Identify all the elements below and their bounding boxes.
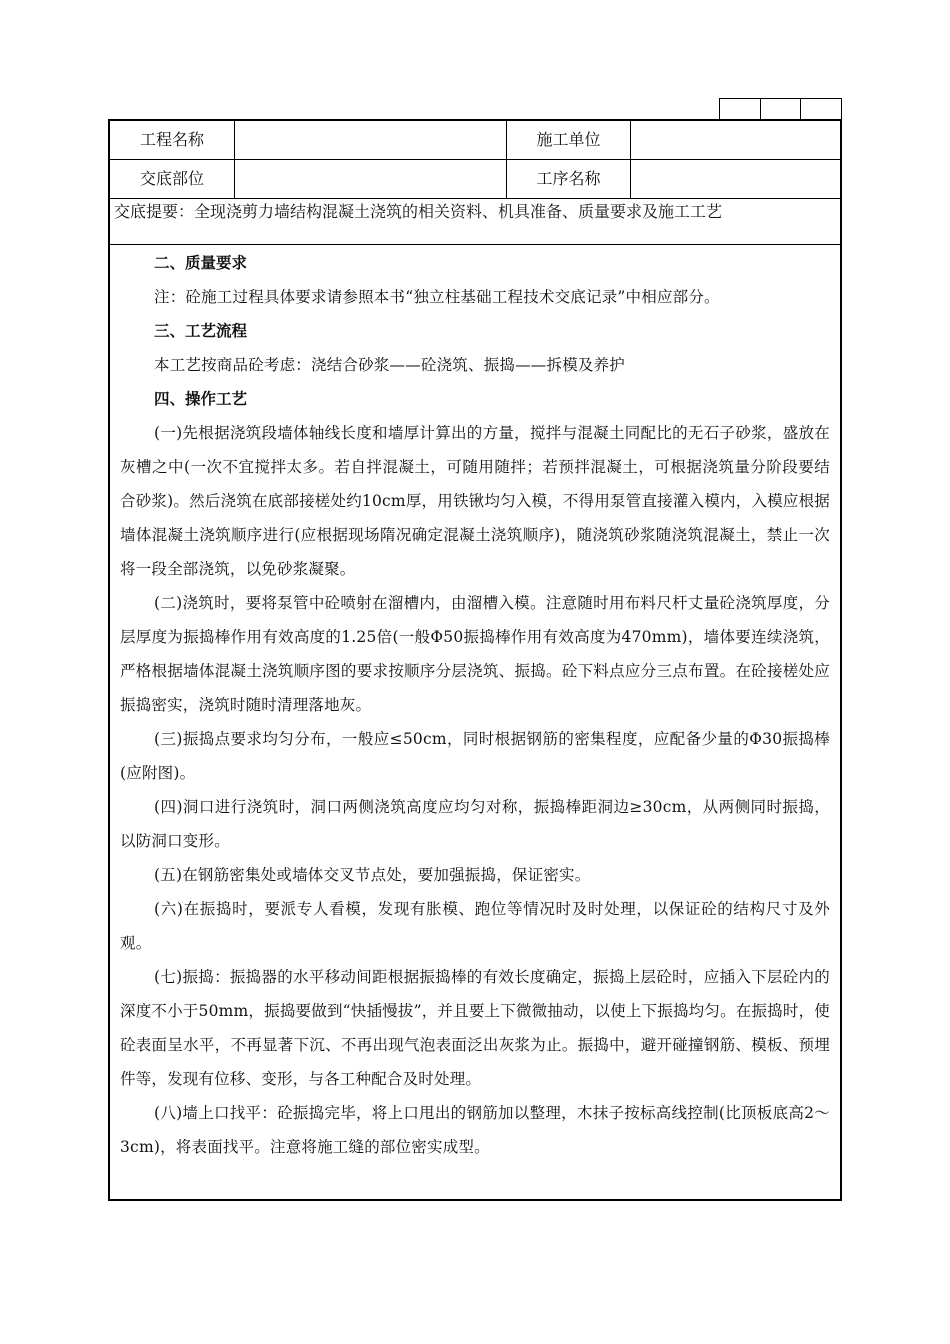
operation-paragraph: (二)浇筑时，要将泵管中砼喷射在溜槽内，由溜槽入模。注意随时用布料尺杆丈量砼浇筑厚度，分层厚度为振捣棒作用有效高度的1.25倍(一般Φ50振捣棒作用有效高度为470mm)，墙体要连续浇筑，严格根据墙体混凝土浇筑顺序图的要求按顺序分层浇筑、振捣。砼下料点应分三点布置。在砼接槎处应振捣密实，浇筑时随时清理落地灰。	[120, 594, 830, 714]
code-cell	[760, 98, 802, 119]
location-field[interactable]	[235, 160, 507, 198]
project-name-field[interactable]	[235, 121, 507, 159]
disclosure-body	[110, 246, 840, 1164]
disclosure-summary: 交底提要：全现浇剪力墙结构混凝土浇筑的相关资料、机具准备、质量要求及施工工艺	[110, 199, 840, 245]
location-label: 交底部位	[110, 160, 235, 198]
header-row-2	[110, 160, 840, 199]
process-label: 工序名称	[507, 160, 631, 198]
operation-heading: 四、操作工艺	[154, 390, 248, 408]
document-code-box	[719, 98, 842, 119]
operation-paragraph: (六)在振捣时，要派专人看模，发现有胀模、跑位等情况时及时处理，以保证砼的结构尺寸及外观。	[120, 900, 830, 952]
flow-heading: 三、工艺流程	[154, 322, 248, 340]
operation-paragraph: (五)在钢筋密集处或墙体交叉节点处，要加强振捣，保证密实。	[154, 866, 591, 884]
flow-text: 本工艺按商品砼考虑：浇结合砂浆——砼浇筑、振捣——拆模及养护	[154, 356, 626, 374]
operation-paragraph: (一)先根据浇筑段墙体轴线长度和墙厚计算出的方量，搅拌与混凝土同配比的无石子砂浆，盛放在灰槽之中(一次不宜搅拌太多。若自拌混凝土，可随用随拌；若预拌混凝土，可根据浇筑量分阶段要结合砂浆)。然后浇筑在底部接槎处约10cm厚，用铁锹均匀入模，不得用泵管直接灌入模内，入模应根据墙体混凝土浇筑顺序进行(应根据现场隋况确定混凝土浇筑顺序)，随浇筑砂浆随浇筑混凝土，禁止一次将一段全部浇筑，以免砂浆凝聚。	[120, 424, 830, 578]
operation-paragraph: (三)振捣点要求均匀分布，一般应≤50cm，同时根据钢筋的密集程度，应配备少量的Φ30振捣棒(应附图)。	[120, 730, 830, 782]
project-name-label: 工程名称	[110, 121, 235, 159]
process-field[interactable]	[631, 160, 840, 198]
disclosure-form	[108, 119, 842, 1201]
contractor-label: 施工单位	[507, 121, 631, 159]
operation-paragraph: (八)墙上口找平：砼振捣完毕，将上口甩出的钢筋加以整理，木抹子按标高线控制(比顶板底高2～3cm)，将表面找平。注意将施工缝的部位密实成型。	[120, 1104, 830, 1156]
header-row-1	[110, 121, 840, 160]
code-cell	[800, 98, 842, 119]
operation-paragraph: (七)振捣：振捣器的水平移动间距根据振捣棒的有效长度确定，振捣上层砼时，应插入下层砼内的深度不小于50mm，振捣要做到“快插慢拔”，并且要上下微微抽动，以使上下振捣均匀。在振捣时，使砼表面呈水平，不再显著下沉、不再出现气泡表面泛出灰浆为止。振捣中，避开碰撞钢筋、模板、预埋件等，发现有位移、变形，与各工种配合及时处理。	[120, 968, 830, 1088]
code-cell	[719, 98, 761, 119]
operation-paragraph: (四)洞口进行浇筑时，洞口两侧浇筑高度应均匀对称，振捣棒距洞边≥30cm，从两侧同时振捣，以防洞口变形。	[120, 798, 830, 850]
quality-note: 注：砼施工过程具体要求请参照本书“独立柱基础工程技术交底记录”中相应部分。	[154, 288, 720, 306]
contractor-field[interactable]	[631, 121, 840, 159]
quality-heading: 二、质量要求	[154, 254, 248, 272]
